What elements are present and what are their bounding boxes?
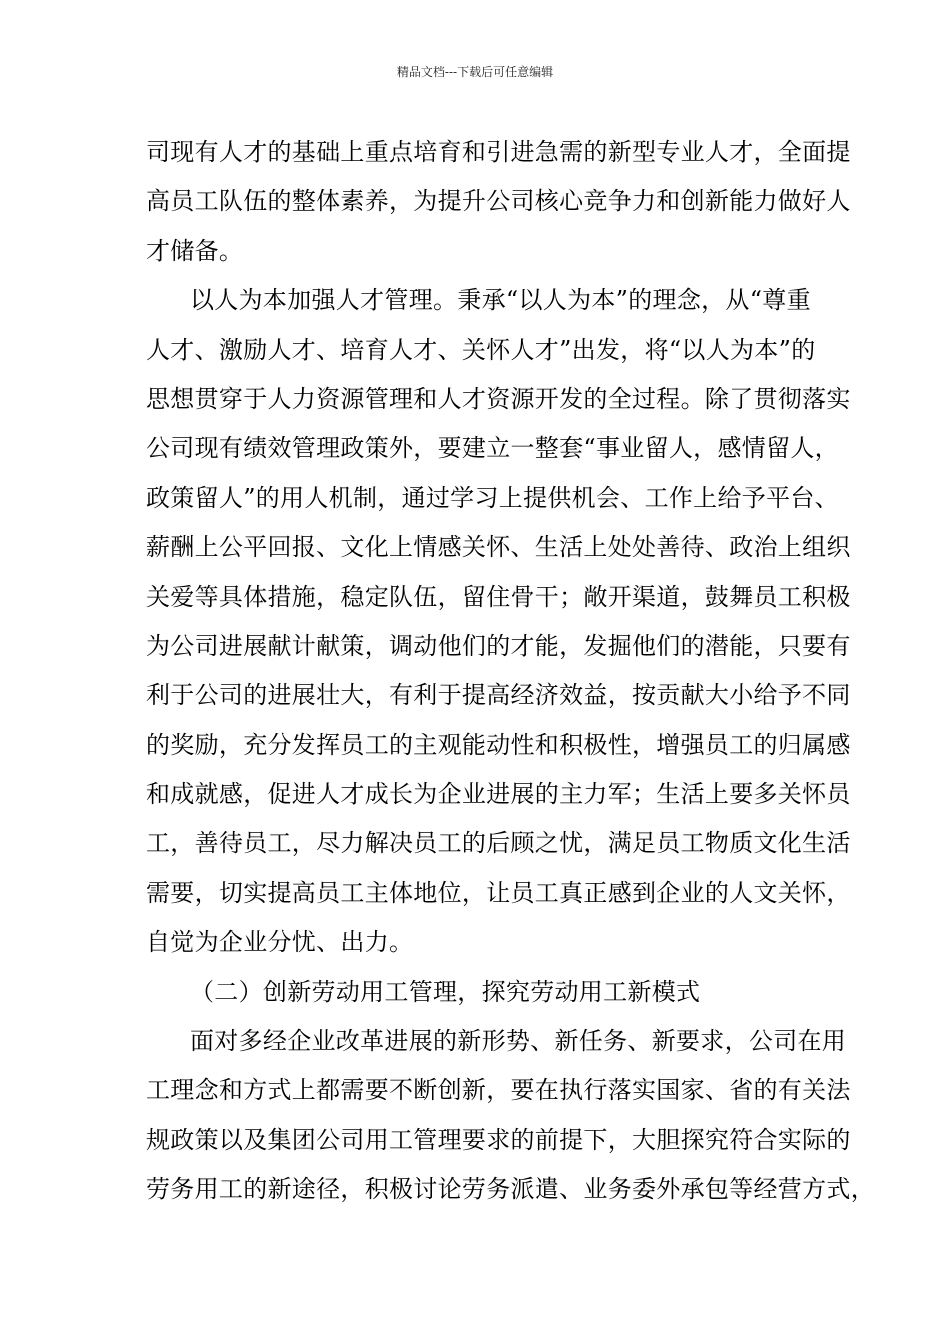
text-line: 薪酬上公平回报、文化上情感关怀、生活上处处善待、政治上组织 (146, 533, 851, 562)
text-line: 高员工队伍的整体素养，为提升公司核心竞争力和创新能力做好人 (146, 187, 851, 216)
text-line: 自觉为企业分忧、出力。 (146, 928, 414, 957)
text-line: 政策留人”的用人机制，通过学习上提供机会、工作上给予平台、 (146, 483, 839, 512)
text-line: 工理念和方式上都需要不断创新，要在执行落实国家、省的有关法 (146, 1076, 851, 1105)
text-line: 以人为本加强人才管理。秉承“以人为本”的理念，从“尊重 (190, 286, 811, 315)
text-line: 利于公司的进展壮大，有利于提高经济效益，按贡献大小给予不同 (146, 681, 851, 710)
text-line: 工，善待员工，尽力解决员工的后顾之忧，满足员工物质文化生活 (146, 829, 851, 858)
text-line: 规政策以及集团公司用工管理要求的前提下，大胆探究符合实际的 (146, 1125, 851, 1154)
text-line: 关爱等具体措施，稳定队伍，留住骨干；敞开渠道，鼓舞员工积极 (146, 582, 851, 611)
page-header: 精品文档---下载后可任意编辑 (396, 65, 554, 79)
text-line: （二）创新劳动用工管理，探究劳动用工新模式 (190, 977, 701, 1006)
text-line: 需要，切实提高员工主体地位，让员工真正感到企业的人文关怀， (146, 878, 851, 907)
text-line: 的奖励，充分发挥员工的主观能动性和积极性，增强员工的归属感 (146, 730, 851, 759)
text-line: 思想贯穿于人力资源管理和人才资源开发的全过程。除了贯彻落实 (146, 384, 851, 413)
text-line: 公司现有绩效管理政策外，要建立一整套“事业留人，感情留人， (146, 434, 839, 463)
text-line: 司现有人才的基础上重点培育和引进急需的新型专业人才，全面提 (146, 138, 851, 166)
text-line: 面对多经企业改革进展的新形势、新任务、新要求，公司在用 (190, 1027, 847, 1056)
text-line: 和成就感，促进人才成长为企业进展的主力军；生活上要多关怀员 (146, 780, 851, 809)
text-line: 为公司进展献计献策，调动他们的才能，发掘他们的潜能，只要有 (146, 631, 851, 660)
text-line: 人才、激励人才、培育人才、关怀人才”出发，将“以人为本”的 (146, 335, 816, 364)
body-text (146, 128, 875, 1215)
text-line: 才储备。 (146, 236, 244, 265)
text-line: 劳务用工的新途径，积极讨论劳务派遣、业务委外承包等经营方式， (146, 1175, 875, 1204)
